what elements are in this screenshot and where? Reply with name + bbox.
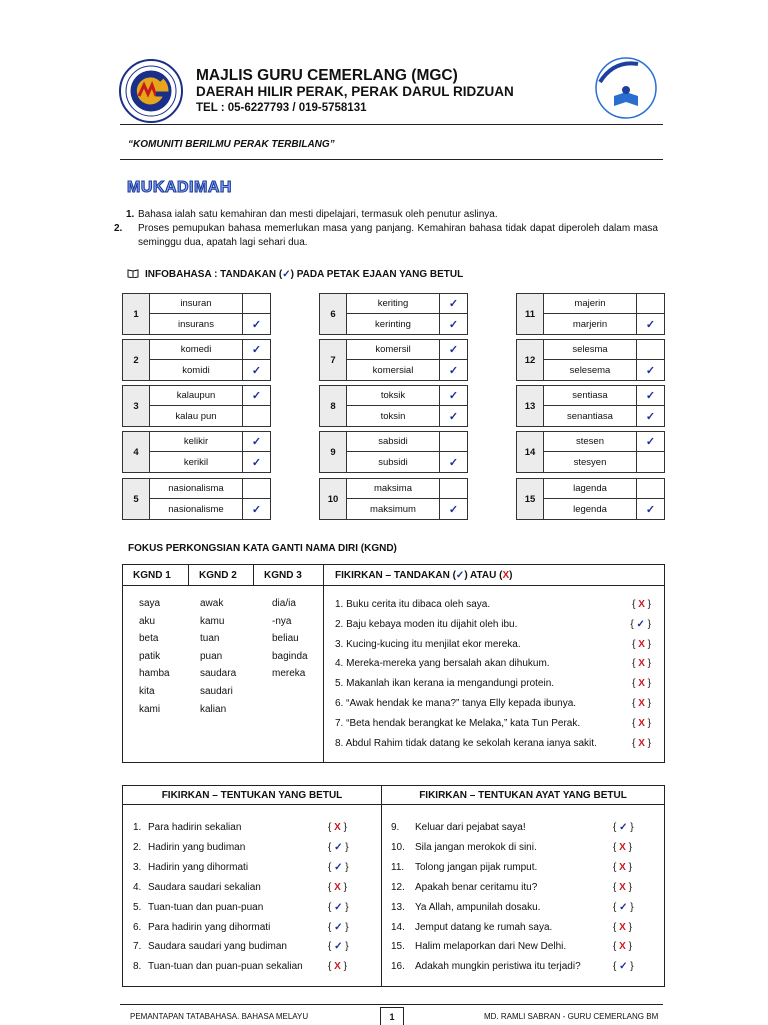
spelling-box [319,431,468,473]
tick-cell-bottom[interactable]: ✓ [636,499,664,519]
word-option-bottom: kerinting [375,318,411,330]
spelling-box [122,385,271,427]
right-header: FIKIRKAN – TENTUKAN AYAT YANG BETUL [419,789,627,801]
answer-mark: X [638,717,645,729]
word-option-bottom: stesyen [573,456,607,468]
answer-mark: X [619,841,626,853]
pronoun: mereka [272,668,306,680]
kgnd-sentence: 1. Buku cerita itu dibaca oleh saya. { X } [335,599,651,610]
box-number: 13 [517,386,544,426]
answer-mark: X [638,678,645,690]
box-number: 3 [123,386,150,426]
answer-mark: X [619,861,626,873]
word-option-top: kelikir [150,432,242,452]
word-option-bottom: insurans [178,318,214,330]
box-number: 8 [320,386,347,426]
tick-cell-top[interactable]: ✓ [439,340,467,360]
kgnd-sentence: 4. Mereka-mereka yang bersalah akan dihukum. { X } [335,658,651,670]
answer-mark: X [638,658,645,670]
kgnd-sentence: 8. Abdul Rahim tidak datang ke sekolah kerana ianya sakit. { X } [335,737,651,749]
pronoun: -nya [272,615,292,627]
spelling-box [516,478,665,520]
spelling-box [122,293,271,335]
kgnd-sentence: 2. Baju kebaya moden itu dijahit oleh ibu. { ✓ } [335,618,651,630]
answer-mark: X [638,737,645,749]
box-number: 4 [123,432,150,472]
word-option-bottom: toksin [380,410,406,422]
phrase-item: 12. Apakah benar ceritamu itu? { X } [391,881,632,893]
right-list [391,818,653,977]
phrase-item: 11. Tolong jangan pijak rumput. { X } [391,861,632,873]
answer-mark: X [619,881,626,893]
kgnd-col-2 [200,595,236,718]
word-option-bottom: subsidi [378,456,408,468]
word-option-bottom: selesema [569,364,611,376]
kgnd-sentences [335,595,651,753]
pronoun: kamu [200,615,225,627]
spelling-box [516,431,665,473]
phrase-item: 5. Tuan-tuan dan puan-puan { ✓ } [133,901,349,913]
box-number: 7 [320,340,347,380]
page-number: 1 [380,1007,404,1025]
phrase-item: 4. Saudara saudari sekalian { X } [133,881,347,893]
box-number: 10 [320,479,347,519]
tick-cell-top[interactable]: ✓ [439,386,467,406]
word-option-bottom: legenda [573,503,607,515]
footer-right: MD. RAMLI SABRAN - GURU CEMERLANG BM [484,1012,659,1021]
phrase-item: 9. Keluar dari pejabat saya! { ✓ } [391,822,634,833]
kgnd-header-3: KGND 3 [264,569,302,581]
kgnd-sentence: 6. “Awak hendak ke mana?” tanya Elly kepada ibunya. { X } [335,697,651,709]
tick-cell-bottom[interactable]: ✓ [242,452,270,472]
tick-cell-bottom[interactable] [242,406,270,426]
tick-cell-bottom[interactable]: ✓ [636,360,664,380]
tick-cell-bottom[interactable]: ✓ [439,406,467,426]
tick-cell-top[interactable]: ✓ [439,294,467,314]
pronoun: awak [200,598,224,609]
phrase-item: 7. Saudara saudari yang budiman { ✓ } [133,941,349,953]
answer-mark: X [334,961,341,973]
spelling-box [516,385,665,427]
word-option-top: majerin [544,294,636,314]
answer-mark: ✓ [334,901,343,913]
answer-mark: X [638,697,645,709]
tick-cell-top[interactable] [439,479,467,499]
pronoun: kita [139,685,155,697]
tick-cell-top[interactable]: ✓ [636,432,664,452]
kgnd-header-2: KGND 2 [199,569,237,581]
phrase-item: 10. Sila jangan merokok di sini. { X } [391,841,632,853]
pronoun: kalian [200,703,227,715]
tick-cell-bottom[interactable]: ✓ [242,499,270,519]
answer-mark: X [334,881,341,893]
spelling-box [122,339,271,381]
tick-cell-bottom[interactable]: ✓ [242,314,270,334]
infobahasa-title: INFOBAHASA : TANDAKAN (✓) PADA PETAK EJAAN YANG BETUL [127,268,463,281]
motto: “KOMUNITI BERILMU PERAK TERBILANG” [128,139,335,150]
kgnd-table [122,564,665,763]
mukadimah-heading: MUKADIMAH [127,179,232,196]
spelling-box [516,339,665,381]
answer-mark: ✓ [334,861,343,873]
org-subtitle: DAERAH HILIR PERAK, PERAK DARUL RIDZUAN [196,84,514,99]
pronoun: kami [139,703,161,715]
header-rule [120,124,663,125]
spelling-box [319,293,468,335]
box-number: 11 [517,294,544,334]
org-title: MAJLIS GURU CEMERLANG (MGC) [196,67,458,84]
word-option-top: selesma [544,340,636,360]
word-option-top: stesen [544,432,636,452]
pronoun: aku [139,615,156,627]
tick-cell-top[interactable] [636,340,664,360]
tick-cell-bottom[interactable]: ✓ [439,499,467,519]
kgnd-title: FOKUS PERKONGSIAN KATA GANTI NAMA DIRI (KGND) [128,543,397,554]
pronoun: saudari [200,685,233,697]
left-header: FIKIRKAN – TENTUKAN YANG BETUL [161,789,343,801]
tick-cell-bottom[interactable] [636,452,664,472]
spelling-box [516,293,665,335]
answer-mark: X [638,599,645,610]
tick-cell-top[interactable]: ✓ [242,340,270,360]
pronoun: hamba [139,668,170,680]
phrase-item: 1. Para hadirin sekalian { X } [133,822,347,833]
box-number: 1 [123,294,150,334]
phrase-item: 14. Jemput datang ke rumah saya. { X } [391,921,632,933]
phrase-item: 3. Hadirin yang dihormati { ✓ } [133,861,349,873]
box-number: 12 [517,340,544,380]
answer-mark: ✓ [619,901,628,913]
mukadimah-point-2: 2. Proses pemupukan bahasa memerlukan masa yang panjang. Kemahiran bahasa tidak dapat diperoleh dalam masa seminggu dua, apatah lagi sehari dua. [114,223,658,248]
word-option-top: nasionalisma [150,479,242,499]
word-option-bottom: marjerin [572,318,608,330]
word-option-bottom: komersial [372,364,414,376]
pronoun: puan [200,650,223,662]
spelling-box [122,431,271,473]
spelling-box [122,478,271,520]
phrase-item: 15. Halim melaporkan dari New Delhi. { X } [391,941,632,953]
word-option-top: kalaupun [150,386,242,406]
answer-mark: X [619,941,626,953]
box-number: 6 [320,294,347,334]
book-icon [127,268,139,281]
word-option-top: komedi [150,340,242,360]
kgnd-fikirkan-header: FIKIRKAN – TANDAKAN ( ✓ ) ATAU ( X ) [335,569,513,581]
tentukan-table [122,785,665,987]
tick-cell-top[interactable]: ✓ [242,432,270,452]
answer-mark: ✓ [334,941,343,953]
word-option-bottom: senantiasa [567,410,613,422]
pronoun: beta [139,633,159,645]
kgnd-sentence: 5. Makanlah ikan kerana ia mengandungi protein. { X } [335,678,651,690]
phrase-item: 13. Ya Allah, ampunilah dosaku. { ✓ } [391,901,634,913]
word-option-top: toksik [347,386,439,406]
answer-mark: ✓ [619,961,628,973]
box-number: 15 [517,479,544,519]
answer-mark: ✓ [334,841,343,853]
mukadimah-points [114,208,658,250]
motto-rule [120,159,663,160]
footer-rule [120,1004,663,1005]
answer-mark: X [334,822,341,833]
answer-mark: ✓ [619,822,628,833]
spelling-box [319,385,468,427]
word-option-top: keriting [347,294,439,314]
tick-cell-top[interactable] [242,479,270,499]
pronoun: beliau [272,633,299,645]
tick-cell-bottom[interactable]: ✓ [439,314,467,334]
pronoun: saudara [200,668,237,680]
answer-mark: ✓ [636,618,645,630]
phrase-item: 2. Hadirin yang budiman { ✓ } [133,841,349,853]
phrase-item: 6. Para hadirin yang dihormati { ✓ } [133,921,349,933]
tick-cell-bottom[interactable]: ✓ [636,314,664,334]
tick-cell-top[interactable] [242,294,270,314]
kgnd-sentence: 3. Kucing-kucing itu menjilat ekor mereka. { X } [335,638,651,650]
kgnd-col-3 [272,595,308,683]
phrase-item: 8. Tuan-tuan dan puan-puan sekalian { X } [133,961,347,973]
word-option-top: komersil [347,340,439,360]
word-option-bottom: komidi [182,364,210,376]
word-option-top: sabsidi [347,432,439,452]
tick-cell-bottom[interactable]: ✓ [439,360,467,380]
answer-mark: X [619,921,626,933]
pronoun: dia/ia [272,598,296,609]
pronoun: saya [139,598,161,609]
kgnd-sentence: 7. “Beta hendak berangkat ke Melaka,” kata Tun Perak. { X } [335,717,651,729]
tick-cell-top[interactable]: ✓ [636,386,664,406]
org-telephone: TEL : 05-6227793 / 019-5758131 [196,102,367,114]
mukadimah-point-1: 1. Bahasa ialah satu kemahiran dan mesti dipelajari, termasuk oleh penutur aslinya. [126,209,498,220]
pronoun: baginda [272,650,308,662]
mgc-logo [118,58,184,124]
box-number: 5 [123,479,150,519]
word-option-top: maksima [347,479,439,499]
tick-cell-bottom[interactable]: ✓ [242,360,270,380]
tick-cell-top[interactable] [636,479,664,499]
tick-cell-top[interactable] [636,294,664,314]
left-list [133,818,373,977]
tick-cell-top[interactable]: ✓ [242,386,270,406]
word-option-bottom: nasionalisme [168,503,224,515]
pronoun: patik [139,650,161,662]
phrase-item: 16. Adakah mungkin peristiwa itu terjadi? { ✓ } [391,961,634,973]
answer-mark: ✓ [334,921,343,933]
box-number: 14 [517,432,544,472]
pronoun: tuan [200,633,220,645]
word-option-top: lagenda [544,479,636,499]
spelling-box [319,478,468,520]
tick-cell-bottom[interactable]: ✓ [636,406,664,426]
answer-mark: X [638,638,645,650]
word-option-bottom: kalau pun [175,410,217,422]
word-option-bottom: kerikil [183,456,209,468]
box-number: 2 [123,340,150,380]
word-option-top: insuran [150,294,242,314]
pro-logo [590,52,660,124]
footer-left: PEMANTAPAN TATABAHASA. BAHASA MELAYU [130,1012,309,1021]
tick-cell-bottom[interactable]: ✓ [439,452,467,472]
box-number: 9 [320,432,347,472]
kgnd-col-1 [139,595,170,718]
word-option-top: sentiasa [544,386,636,406]
word-option-bottom: maksimum [370,503,416,515]
spelling-box [319,339,468,381]
kgnd-header-1: KGND 1 [133,569,171,581]
tick-cell-top[interactable] [439,432,467,452]
